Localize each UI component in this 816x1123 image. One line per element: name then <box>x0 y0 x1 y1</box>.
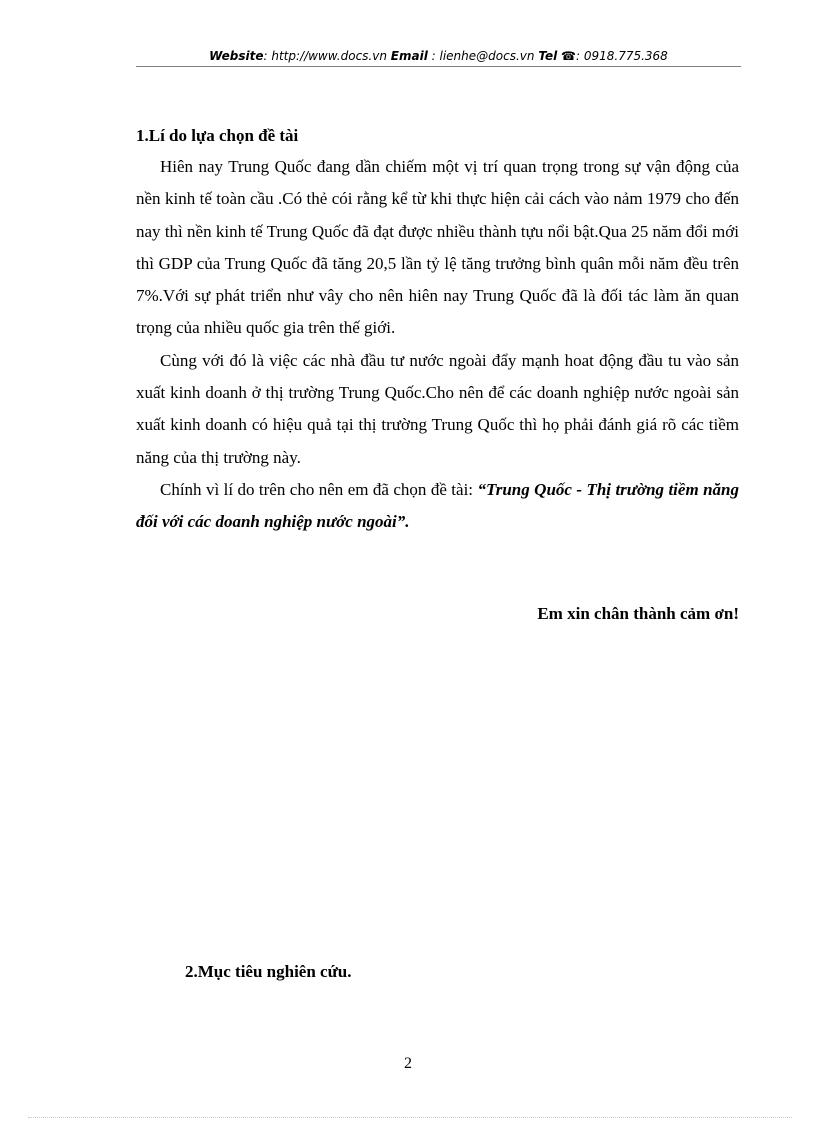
closing-thanks: Em xin chân thành cảm ơn! <box>537 604 739 623</box>
tel-value: : 0918.775.368 <box>575 49 668 63</box>
paragraph-2 <box>136 345 739 474</box>
phone-icon: ☎ <box>561 49 576 63</box>
page-header <box>136 47 741 67</box>
section-1-body <box>136 151 739 539</box>
paragraph-2-text: Cùng với đó là việc các nhà đầu tư nước ngoài đẩy mạnh hoat động đầu tu vào sản xuất kinh doanh ở thị trường Trung Quốc.Cho nên để các doanh nghiệp nước ngoài sản xuất kinh doanh có hiệu quả tại thị trường Trung Quốc thì họ phải đánh giá rõ các tiềm năng của thị trường này. <box>136 350 739 467</box>
paragraph-1: Hiên nay Trung Quốc đang dần chiếm một vị trí quan trọng trong sự vận động của nền kinh tế toàn cầu .Có thẻ cói rằng kể từ khi thực hiện cải cách vào nảm 1979 cho đến nay thì nền kinh tế Trung Quốc đã đạt được nhiều thành tựu nổi bật.Qua 25 năm đổi mới thì GDP của Trung Quốc đã tăng 20,5 lần tỷ lệ tăng trưởng bình quân mỗi năm đều trên 7%.Với sự phát triển như vây cho nên hiên nay Trung Quốc đã là đối tác làm ăn quan trọng của nhiều quốc gia trên thế giới. <box>136 157 739 338</box>
website-value: : http://www.docs.vn <box>263 49 387 63</box>
website-label: Website <box>209 49 264 63</box>
email-label: Email <box>390 49 428 63</box>
topic-title: “Trung Quốc - Thị trường tiềm năng đối với các doanh nghiệp nước ngoài”. <box>136 479 740 532</box>
header-rule <box>136 66 741 67</box>
section-1-title: 1.Lí do lựa chọn đề tài <box>136 126 299 145</box>
footer-dotted-line <box>28 1117 792 1118</box>
page-number: 2 <box>404 1055 412 1072</box>
paragraph-3 <box>136 474 739 539</box>
paragraph-3-lead: Chính vì lí do trên cho nên em đã chọn đề tài: <box>160 479 474 499</box>
tel-label: Tel <box>538 49 558 63</box>
email-value: : lienhe@docs.vn <box>431 49 535 63</box>
section-2-title: 2.Mục tiêu nghiên cứu. <box>185 962 352 981</box>
